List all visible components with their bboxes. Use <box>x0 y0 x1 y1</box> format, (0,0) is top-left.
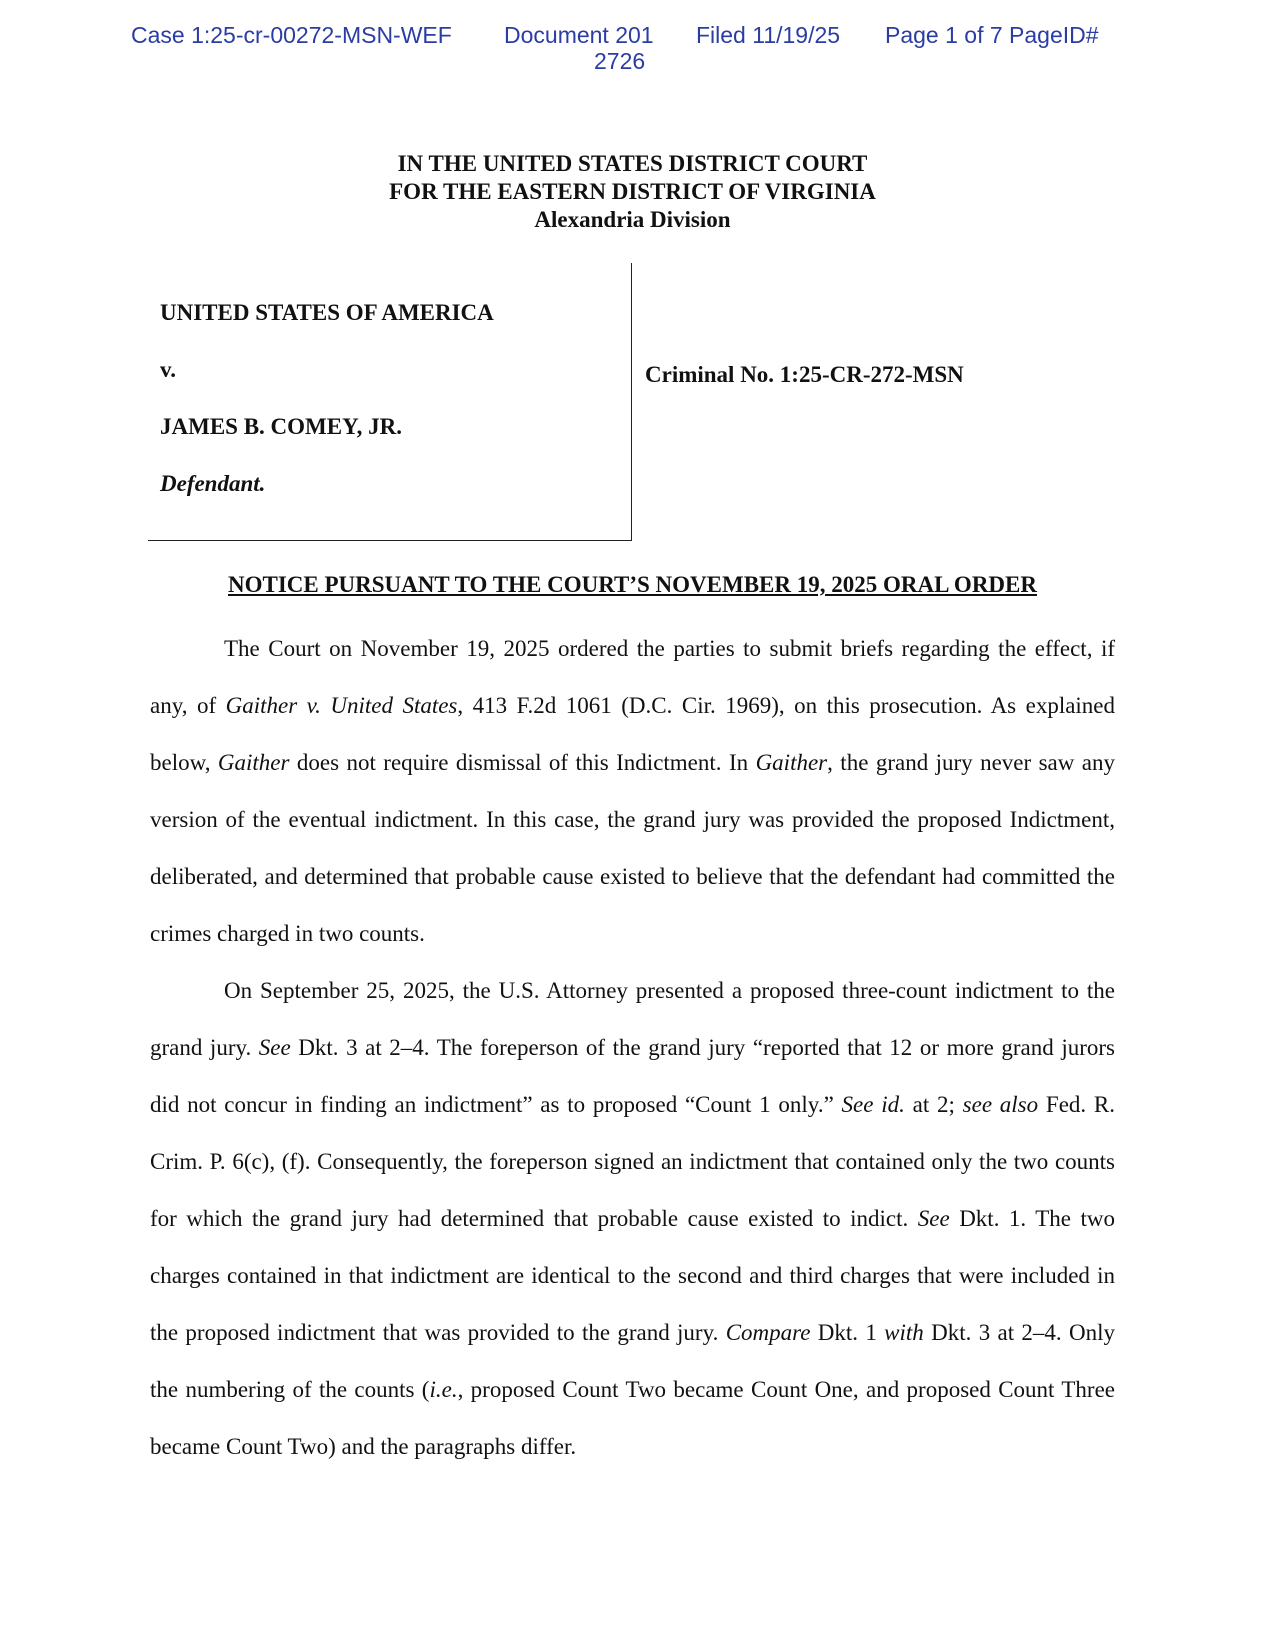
ecf-header <box>0 22 1265 74</box>
body-text <box>150 620 1115 1475</box>
citation-italic: Gaither v. United States <box>225 693 458 718</box>
versus-label: v. <box>160 357 176 382</box>
court-name-line1: IN THE UNITED STATES DISTRICT COURT <box>397 151 868 176</box>
citation-italic: Compare <box>725 1320 811 1345</box>
citation-italic: Gaither <box>755 750 828 775</box>
text-run: , 413 F.2d 1061 (D.C. Cir. 1969), on this prosecution. As explained below, <box>150 693 1116 775</box>
ecf-filed-date: Filed 11/19/25 <box>696 22 841 48</box>
text-run: at 2; <box>904 1092 963 1117</box>
court-name-line2: FOR THE EASTERN DISTRICT OF VIRGINIA <box>389 179 876 204</box>
document-title: NOTICE PURSUANT TO THE COURT’S NOVEMBER 19, 2025 ORAL ORDER <box>227 572 1037 597</box>
criminal-case-number: Criminal No. 1:25-CR-272-MSN <box>645 362 964 387</box>
text-run: does not require dismissal of this Indictment. In <box>289 750 756 775</box>
citation-italic: with <box>884 1320 924 1345</box>
ecf-case-number: Case 1:25-cr-00272-MSN-WEF <box>131 22 452 48</box>
text-run: , the grand jury never saw any version of the eventual indictment. In this case, the grand jury was provided the proposed Indictment, deliberated, and determined that probable cause existed to believe that the defendant had committed the crimes charged in two counts. <box>150 750 1116 946</box>
citation-italic: See id. <box>841 1092 905 1117</box>
citation-italic: Gaither <box>217 750 290 775</box>
citation-italic: i.e. <box>429 1377 458 1402</box>
text-run: On September 25, 2025, the U.S. Attorney presented a proposed three-count indictment to the grand jury. <box>150 978 1115 1060</box>
citation-italic: see also <box>962 1092 1039 1117</box>
court-caption <box>0 150 1265 234</box>
defendant-name: JAMES B. COMEY, JR. <box>160 414 402 439</box>
citation-italic: See <box>917 1206 950 1231</box>
text-run: Fed. R. Crim. P. 6(c), (f). Consequently, the foreperson signed an indictment that contained only the two counts for which the grand jury had determined that probable cause existed to indict. <box>150 1092 1116 1231</box>
ecf-page-id: 2726 <box>594 48 646 74</box>
text-run: The Court on November 19, 2025 ordered the parties to submit briefs regarding the effect, if any, of <box>150 636 1115 718</box>
text-run: Dkt. 1. The two charges contained in that indictment are identical to the second and third charges that were included in the proposed indictment that was provided to the grand jury. <box>150 1206 1116 1345</box>
paragraph <box>150 962 1115 1475</box>
text-run: Dkt. 1 <box>810 1320 885 1345</box>
ecf-page-info: Page 1 of 7 PageID# <box>885 22 1099 48</box>
text-run: , proposed Count Two became Count One, and proposed Count Three became Count Two) and the paragraphs differ. <box>150 1377 1115 1459</box>
defendant-label: Defendant. <box>160 471 266 496</box>
citation-italic: See <box>258 1035 291 1060</box>
paragraph <box>150 620 1115 962</box>
text-run: Dkt. 3 at 2–4. Only the numbering of the counts ( <box>150 1320 1116 1402</box>
ecf-document-number: Document 201 <box>504 22 654 48</box>
text-run: Dkt. 3 at 2–4. The foreperson of the grand jury “reported that 12 or more grand jurors did not concur in finding an indictment” as to proposed “Count 1 only.” <box>150 1035 1115 1117</box>
court-division: Alexandria Division <box>534 207 731 232</box>
plaintiff-name: UNITED STATES OF AMERICA <box>160 300 494 325</box>
